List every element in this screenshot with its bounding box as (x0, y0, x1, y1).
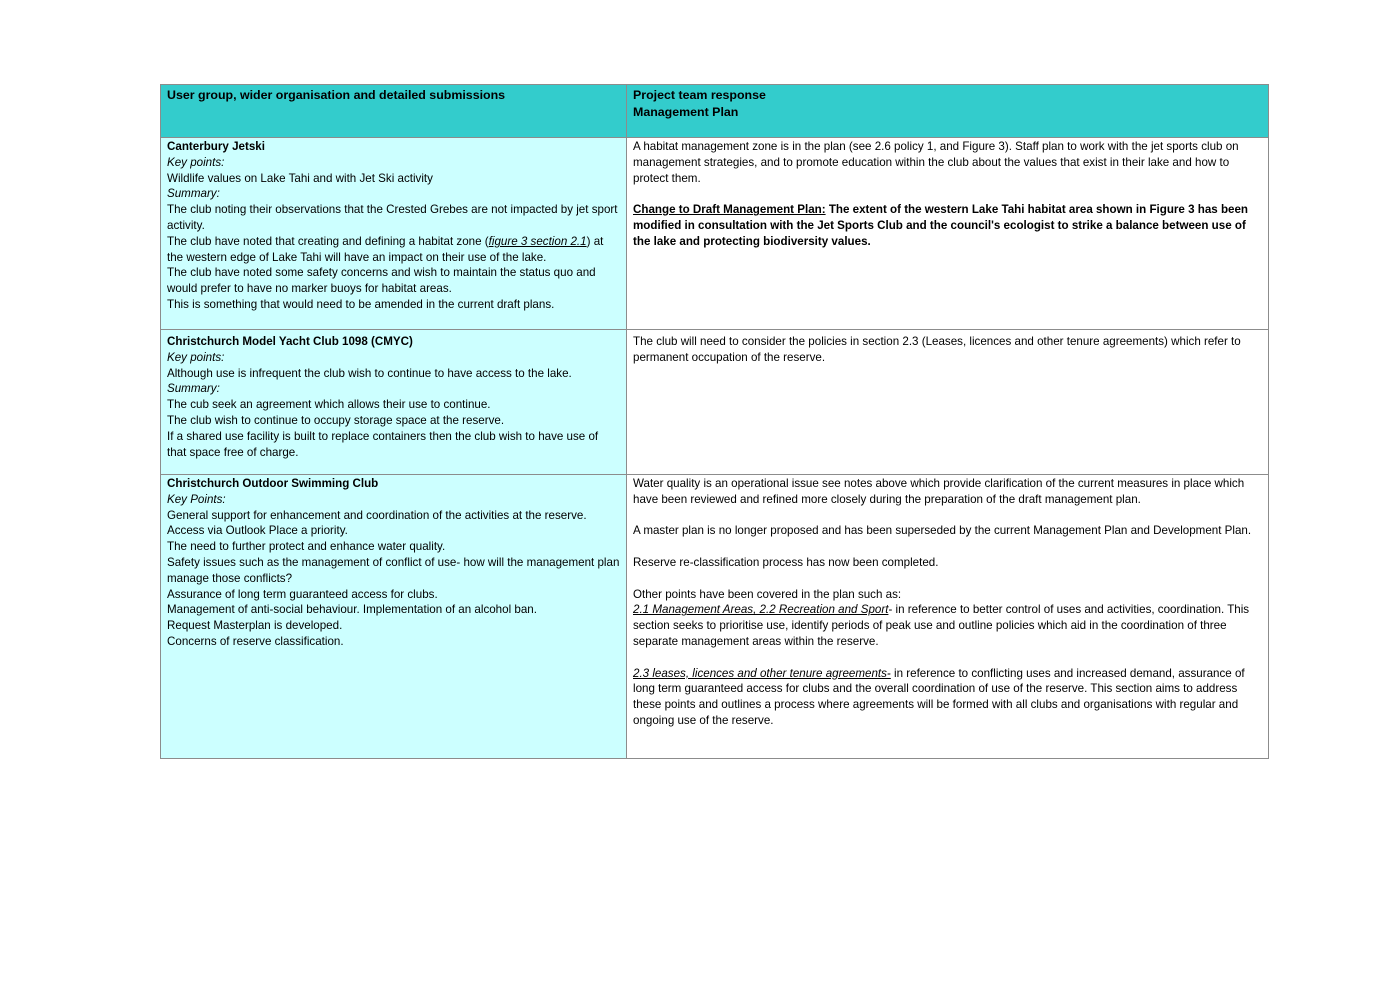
summary-item (167, 234, 620, 266)
response-cell (627, 138, 1269, 330)
response-paragraph: A master plan is no longer proposed and has been superseded by the current Management Plan and Development Plan. (633, 524, 1252, 538)
change-note-label: Change to Draft Management Plan: (633, 203, 826, 217)
header-submissions-label: User group, wider organisation and detailed submissions (167, 88, 506, 102)
header-response (627, 85, 1269, 138)
summary-item: The cub seek an agreement which allows their use to continue. (167, 398, 491, 412)
key-point: Management of anti-social behaviour. Implementation of an alcohol ban. (167, 603, 537, 617)
header-submissions (161, 85, 627, 138)
submissions-table (160, 84, 1269, 759)
submitter-name: Canterbury Jetski (167, 140, 265, 153)
response-cell (627, 330, 1269, 475)
summary-item: The club noting their observations that the Crested Grebes are not impacted by jet sport activity. (167, 203, 618, 232)
summary-label: Summary: (167, 382, 220, 396)
plan-section-link[interactable]: 2.3 leases, licences and other tenure agreements- (633, 666, 891, 680)
figure-reference-link[interactable]: figure 3 section 2.1 (488, 234, 587, 248)
submitter-name: Christchurch Model Yacht Club 1098 (CMYC) (167, 335, 413, 348)
submitter-name: Christchurch Outdoor Swimming Club (167, 477, 379, 490)
paragraph-spacer (633, 650, 1262, 666)
summary-label: Summary: (167, 187, 220, 201)
submission-cell (161, 138, 627, 330)
key-point: Access via Outlook Place a priority. (167, 524, 348, 538)
paragraph-spacer (633, 508, 1262, 524)
key-point: General support for enhancement and coordination of the activities at the reserve. (167, 508, 587, 522)
key-point: Assurance of long term guaranteed access for clubs. (167, 587, 438, 601)
paragraph-spacer (633, 539, 1262, 555)
key-points-label: Key points: (167, 350, 225, 364)
change-note-text: The extent of the western Lake Tahi habitat area shown in Figure 3 has been modified in consultation with the Jet Sports Club and the council's ecologist to strike a balance between use of the lake and protecting biodiversity values. (633, 203, 1249, 248)
paragraph-spacer (633, 571, 1262, 587)
summary-item: If a shared use facility is built to replace containers then the club wish to have use of that space free of charge. (167, 429, 599, 459)
table-header-row (161, 85, 1269, 138)
key-point: Although use is infrequent the club wish to continue to have access to the lake. (167, 366, 572, 380)
summary-item: This is something that would need to be amended in the current draft plans. (167, 297, 555, 311)
key-point: Concerns of reserve classification. (167, 634, 344, 648)
header-management-plan-label: Management Plan (633, 105, 739, 119)
key-points-label: Key points: (167, 155, 225, 169)
key-point: Wildlife values on Lake Tahi and with Jet Ski activity (167, 171, 433, 185)
plan-reference (633, 602, 1262, 649)
response-paragraph: Other points have been covered in the plan such as: (633, 587, 902, 601)
key-point: Request Masterplan is developed. (167, 619, 343, 633)
table-row (161, 138, 1269, 330)
key-points-label: Key Points: (167, 492, 226, 506)
key-point: The need to further protect and enhance water quality. (167, 540, 446, 554)
response-paragraph: The club will need to consider the policies in section 2.3 (Leases, licences and other tenure agreements) which refer to permanent occupation of the reserve. (633, 335, 1241, 364)
response-paragraph: A habitat management zone is in the plan (see 2.6 policy 1, and Figure 3). Staff plan to work with the jet sports club on management strategies, and to promote education within the club about the values that exist in their lake and how to protect them. (633, 140, 1239, 185)
plan-section-link[interactable]: 2.1 Management Areas, 2.2 Recreation and Sport (633, 603, 889, 617)
table-row (161, 330, 1269, 475)
paragraph-spacer (633, 186, 1262, 202)
key-point: Safety issues such as the management of conflict of use- how will the management plan manage those conflicts? (167, 555, 620, 585)
summary-item: The club have noted some safety concerns and wish to maintain the status quo and would prefer to have no marker buoys for habitat areas. (167, 266, 596, 296)
submission-cell (161, 330, 627, 475)
response-paragraph: Water quality is an operational issue see notes above which provide clarification of the current measures in place which have been reviewed and refined more closely during the preparation of the draft management plan. (633, 477, 1245, 506)
header-response-label: Project team response (633, 88, 766, 102)
plan-reference-text: - in reference to better control of uses and activities, coordination. This section seeks to prioritise use, identify periods of peak use and outline policies which aid in the coordination of three separate management areas within the reserve. (633, 603, 1250, 648)
response-paragraph: Reserve re-classification process has now been completed. (633, 555, 939, 569)
plan-reference (633, 666, 1262, 729)
summary-text: The club have noted that creating and defining a habitat zone ( (167, 234, 489, 248)
plan-reference-text: in reference to conflicting uses and increased demand, assurance of long term guaranteed access for clubs and the overall coordination of use of the reserve. This section aims to address these points and outlines a process where agreements will be formed with all clubs and organisations with regular and ongoing use of the reserve. (633, 666, 1245, 727)
change-note (633, 202, 1262, 249)
submission-cell (161, 475, 627, 759)
response-cell (627, 475, 1269, 759)
summary-text: ) at the western edge of Lake Tahi will have an impact on their use of the lake. (167, 234, 604, 264)
summary-item: The club wish to continue to occupy storage space at the reserve. (167, 413, 505, 427)
table-row (161, 475, 1269, 759)
